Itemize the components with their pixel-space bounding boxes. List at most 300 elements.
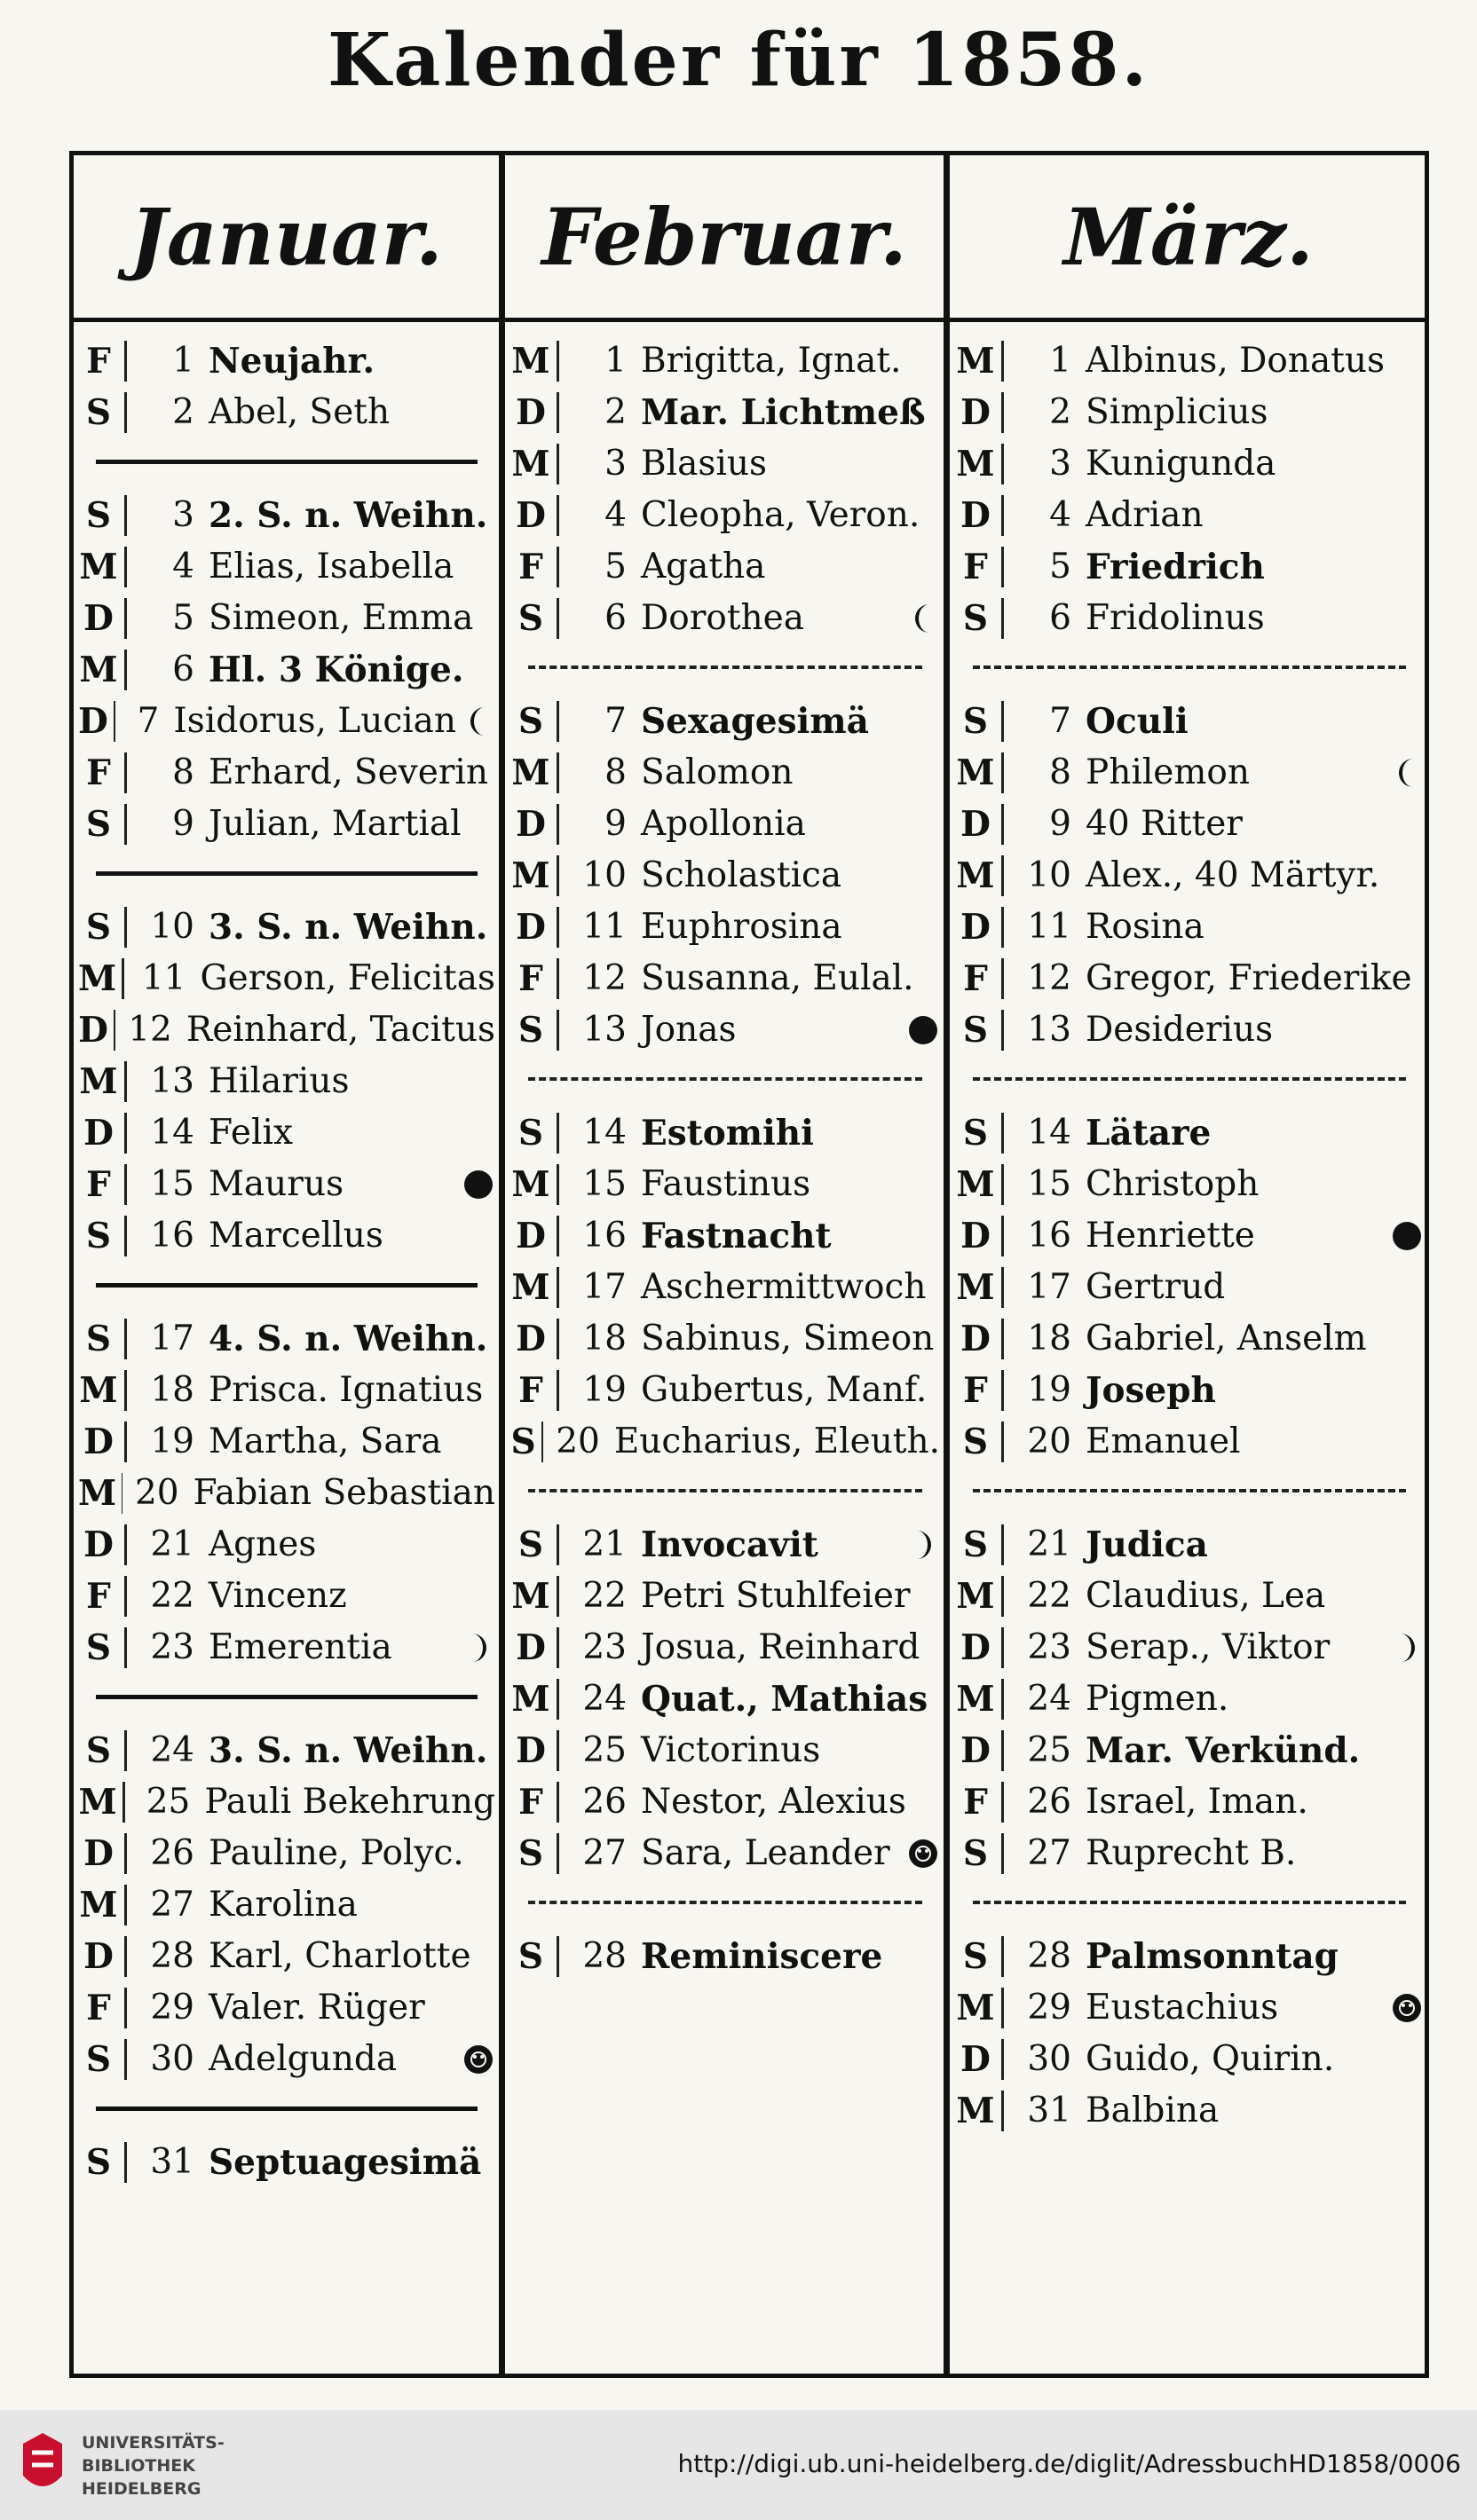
saint-name: Simplicius xyxy=(1086,392,1268,432)
source-url[interactable]: http://digi.ub.uni-heidelberg.de/diglit/AdressbuchHD1858/0006 xyxy=(677,2449,1461,2478)
weekday-divider xyxy=(124,392,127,433)
day-number: 14 xyxy=(150,1113,194,1153)
weekday-divider xyxy=(124,1113,127,1154)
weekday-letter: D xyxy=(516,1627,546,1668)
weekday-divider xyxy=(1001,341,1004,382)
saint-name: Abel, Seth xyxy=(209,392,391,432)
day-number: 26 xyxy=(1027,1782,1071,1822)
weekday-divider xyxy=(1001,907,1004,948)
saint-name: Brigitta, Ignat. xyxy=(641,341,902,381)
saint-name: Adrian xyxy=(1086,495,1204,535)
day-number: 1 xyxy=(604,341,627,381)
saint-name: Karolina xyxy=(209,1885,358,1925)
day-number: 14 xyxy=(1027,1113,1071,1153)
weekday-divider xyxy=(124,907,127,948)
weekday-divider xyxy=(1001,1936,1004,1977)
weekday-divider xyxy=(114,701,115,742)
page-title: Kalender für 1858. xyxy=(327,18,1149,103)
day-number: 11 xyxy=(582,907,627,947)
saint-name: 3. S. n. Weihn. xyxy=(209,907,488,948)
weekday-divider xyxy=(124,1988,127,2028)
day-number: 19 xyxy=(150,1421,194,1461)
weekday-letter: S xyxy=(85,2039,112,2080)
weekday-letter: M xyxy=(79,1370,118,1411)
day-row xyxy=(955,490,1424,541)
weekday-divider xyxy=(124,1164,127,1205)
day-row xyxy=(78,2137,495,2188)
weekday-letter: M xyxy=(511,1576,550,1617)
saint-name: Karl, Charlotte xyxy=(209,1936,471,1976)
weekday-letter: S xyxy=(517,598,544,639)
weekday-letter: M xyxy=(511,855,550,896)
saint-name: Oculi xyxy=(1086,701,1189,742)
weekday-letter: M xyxy=(956,1164,995,1205)
day-number: 23 xyxy=(582,1627,627,1667)
weekday-letter: M xyxy=(956,752,995,793)
saint-name: Elias, Isabella xyxy=(209,547,454,587)
saint-name: Pauline, Polyc. xyxy=(209,1833,464,1873)
day-number: 6 xyxy=(604,598,627,638)
weekday-divider xyxy=(124,752,127,793)
weekday-letter: M xyxy=(511,752,550,793)
day-number: 3 xyxy=(604,444,627,484)
weekday-letter: M xyxy=(511,1267,550,1308)
day-number: 22 xyxy=(582,1576,627,1616)
day-row xyxy=(510,850,940,902)
weekday-divider xyxy=(541,1421,543,1462)
day-row xyxy=(78,1982,495,2034)
weekday-letter: D xyxy=(516,1730,546,1771)
weekday-divider xyxy=(1001,1524,1004,1565)
moon-phase-full-icon xyxy=(462,2043,495,2076)
saint-name: Christoph xyxy=(1086,1164,1260,1204)
saint-name: 2. S. n. Weihn. xyxy=(209,495,488,536)
saint-name: Albinus, Donatus xyxy=(1086,341,1386,381)
day-row xyxy=(78,1931,495,1982)
saint-name: Eucharius, Eleuth. xyxy=(613,1421,940,1461)
weekday-letter: M xyxy=(78,1782,117,1823)
day-number: 5 xyxy=(172,598,194,638)
weekday-divider xyxy=(1001,1216,1004,1256)
weekday-letter: M xyxy=(78,958,117,999)
weekday-letter: D xyxy=(83,1524,114,1565)
day-row xyxy=(510,1828,940,1879)
day-row xyxy=(78,953,495,1004)
day-row xyxy=(510,1673,940,1725)
weekday-letter: D xyxy=(960,1216,991,1256)
day-row xyxy=(955,902,1424,953)
weekday-letter: M xyxy=(79,547,118,587)
day-number: 13 xyxy=(150,1061,194,1101)
saint-name: Susanna, Eulal. xyxy=(641,958,914,998)
weekday-divider xyxy=(1001,2091,1004,2131)
weekday-letter: S xyxy=(85,392,112,433)
day-row xyxy=(510,1262,940,1313)
day-number: 10 xyxy=(150,907,194,947)
day-number: 17 xyxy=(1027,1267,1071,1307)
weekday-letter: S xyxy=(85,1319,112,1359)
saint-name: Fastnacht xyxy=(641,1216,832,1256)
day-row xyxy=(955,1365,1424,1416)
saint-name: Guido, Quirin. xyxy=(1086,2039,1335,2079)
saint-name: Salomon xyxy=(641,752,794,792)
week-separator xyxy=(528,1489,922,1492)
saint-name: Gerson, Felicitas xyxy=(200,958,495,998)
weekday-letter: M xyxy=(956,855,995,896)
day-row xyxy=(955,1004,1424,1056)
weekday-divider xyxy=(1001,855,1004,896)
saint-name: Philemon xyxy=(1086,752,1250,792)
weekday-letter: S xyxy=(517,1524,544,1565)
weekday-divider xyxy=(1001,1370,1004,1411)
day-number: 9 xyxy=(604,804,627,844)
weekday-letter: S xyxy=(517,1113,544,1154)
day-row xyxy=(955,387,1424,438)
weekday-letter: M xyxy=(956,444,995,484)
weekday-letter: F xyxy=(86,1164,111,1205)
day-number: 28 xyxy=(1027,1936,1071,1976)
week-separator xyxy=(96,460,478,464)
footer-bar xyxy=(0,2410,1477,2520)
day-row xyxy=(955,2034,1424,2085)
weekday-letter: D xyxy=(83,598,114,639)
weekday-divider xyxy=(557,958,559,999)
weekday-letter: D xyxy=(516,1319,546,1359)
weekday-letter: M xyxy=(79,1885,118,1925)
day-row xyxy=(78,1416,495,1468)
weekday-divider xyxy=(124,1833,127,1874)
day-row xyxy=(78,1879,495,1931)
week-separator xyxy=(96,871,478,876)
moon-phase-full-icon xyxy=(906,1837,940,1870)
day-row xyxy=(510,1519,940,1571)
weekday-divider xyxy=(1001,1319,1004,1359)
day-row xyxy=(510,335,940,387)
weekday-letter: M xyxy=(511,341,550,382)
weekday-divider xyxy=(124,1370,127,1411)
day-row xyxy=(955,1519,1424,1571)
day-row xyxy=(955,1159,1424,1210)
day-row xyxy=(510,1416,940,1468)
moon-phase-last-icon xyxy=(1390,756,1424,790)
day-number: 21 xyxy=(1027,1524,1071,1564)
day-row xyxy=(955,747,1424,799)
day-row xyxy=(78,1159,495,1210)
weekday-divider xyxy=(1001,495,1004,536)
weekday-letter: D xyxy=(83,1421,114,1462)
day-number: 1 xyxy=(172,341,194,381)
day-number: 18 xyxy=(150,1370,194,1410)
day-row xyxy=(78,1468,495,1519)
day-row xyxy=(78,644,495,696)
weekday-letter: F xyxy=(963,958,988,999)
day-row xyxy=(510,799,940,850)
weekday-letter: M xyxy=(79,650,118,690)
day-row xyxy=(955,541,1424,593)
day-row xyxy=(78,747,495,799)
day-row xyxy=(510,490,940,541)
day-row xyxy=(78,1210,495,1262)
weekday-letter: D xyxy=(960,1627,991,1668)
saint-name: Judica xyxy=(1086,1524,1208,1565)
day-number: 26 xyxy=(150,1833,194,1873)
weekday-letter: S xyxy=(510,1421,536,1462)
day-number: 10 xyxy=(582,855,627,895)
day-row xyxy=(78,1725,495,1776)
weekday-divider xyxy=(122,1782,125,1823)
day-number: 22 xyxy=(150,1576,194,1616)
saint-name: 40 Ritter xyxy=(1086,804,1243,844)
day-number: 15 xyxy=(582,1164,627,1204)
day-number: 21 xyxy=(582,1524,627,1564)
day-row xyxy=(955,593,1424,644)
saint-name: Marcellus xyxy=(209,1216,383,1256)
weekday-divider xyxy=(124,2039,127,2080)
saint-name: 4. S. n. Weihn. xyxy=(209,1319,488,1359)
day-number: 19 xyxy=(1027,1370,1071,1410)
day-row xyxy=(955,1725,1424,1776)
weekday-letter: D xyxy=(960,1730,991,1771)
saint-name: Eustachius xyxy=(1086,1988,1279,2028)
week-separator xyxy=(528,665,922,669)
week-separator xyxy=(96,1283,478,1288)
weekday-letter: D xyxy=(516,907,546,948)
week-separator xyxy=(973,1489,1406,1492)
saint-name: Apollonia xyxy=(641,804,806,844)
weekday-letter: D xyxy=(516,804,546,845)
day-row xyxy=(78,593,495,644)
weekday-letter: S xyxy=(517,1936,544,1977)
day-number: 11 xyxy=(1027,907,1071,947)
weekday-letter: S xyxy=(85,1627,112,1668)
day-number: 7 xyxy=(604,701,627,741)
day-number: 25 xyxy=(146,1782,191,1822)
saint-name: Isidorus, Lucian xyxy=(173,701,456,741)
weekday-letter: M xyxy=(79,1061,118,1102)
day-row xyxy=(78,1107,495,1159)
weekday-letter: D xyxy=(78,701,108,742)
day-number: 24 xyxy=(582,1679,627,1719)
saint-name: Gertrud xyxy=(1086,1267,1226,1307)
saint-name: Valer. Rüger xyxy=(209,1988,425,2028)
month-header-march: März. xyxy=(1063,191,1314,283)
saint-name: Emanuel xyxy=(1086,1421,1241,1461)
weekday-divider xyxy=(114,1010,115,1051)
weekday-letter: M xyxy=(78,1473,117,1514)
day-row xyxy=(78,335,495,387)
saint-name: Adelgunda xyxy=(209,2039,398,2079)
weekday-divider xyxy=(1001,2039,1004,2080)
saint-name: Jonas xyxy=(641,1010,737,1050)
day-number: 13 xyxy=(1027,1010,1071,1050)
day-number: 6 xyxy=(1049,598,1071,638)
weekday-divider xyxy=(557,1730,559,1771)
weekday-letter: D xyxy=(516,1216,546,1256)
weekday-divider xyxy=(1001,1576,1004,1617)
saint-name: Kunigunda xyxy=(1086,444,1276,484)
weekday-divider xyxy=(1001,1782,1004,1823)
weekday-divider xyxy=(1001,1113,1004,1154)
weekday-divider xyxy=(1001,392,1004,433)
saint-name: Gubertus, Manf. xyxy=(641,1370,928,1410)
saint-name: Neujahr. xyxy=(209,341,375,382)
weekday-letter: F xyxy=(518,1782,543,1823)
weekday-divider xyxy=(1001,1164,1004,1205)
day-row xyxy=(955,1262,1424,1313)
weekday-letter: S xyxy=(962,1421,989,1462)
day-row xyxy=(78,902,495,953)
weekday-letter: F xyxy=(86,341,111,382)
weekday-letter: S xyxy=(962,1524,989,1565)
week-separator xyxy=(973,665,1406,669)
moon-phase-last-icon xyxy=(906,602,940,635)
weekday-divider xyxy=(124,598,127,639)
saint-name: Erhard, Severin xyxy=(209,752,489,792)
weekday-divider xyxy=(124,1061,127,1102)
weekday-divider xyxy=(557,1833,559,1874)
saint-name: Lätare xyxy=(1086,1113,1212,1154)
weekday-divider xyxy=(1001,1730,1004,1771)
day-row xyxy=(955,438,1424,490)
saint-name: Septuagesimä xyxy=(209,2142,482,2183)
saint-name: Hl. 3 Könige. xyxy=(209,650,464,690)
header-rule xyxy=(950,318,1427,322)
day-row xyxy=(510,696,940,747)
weekday-letter: S xyxy=(962,1113,989,1154)
weekday-divider xyxy=(557,495,559,536)
weekday-divider xyxy=(557,1782,559,1823)
saint-name: Rosina xyxy=(1086,907,1205,947)
moon-phase-new-icon xyxy=(462,1168,495,1201)
day-number: 12 xyxy=(582,958,627,998)
saint-name: Gregor, Friederike xyxy=(1086,958,1412,998)
weekday-divider xyxy=(124,1421,127,1462)
weekday-letter: F xyxy=(518,958,543,999)
column-divider xyxy=(499,153,505,2375)
day-number: 25 xyxy=(1027,1730,1071,1770)
weekday-divider xyxy=(1001,1679,1004,1720)
saint-name: Vincenz xyxy=(209,1576,347,1616)
day-row xyxy=(510,438,940,490)
day-number: 27 xyxy=(1027,1833,1071,1873)
weekday-letter: D xyxy=(83,1833,114,1874)
saint-name: Mar. Verkünd. xyxy=(1086,1730,1361,1771)
weekday-divider xyxy=(124,650,127,690)
saint-name: Euphrosina xyxy=(641,907,842,947)
day-number: 8 xyxy=(172,752,194,792)
weekday-divider xyxy=(1001,547,1004,587)
saint-name: Hilarius xyxy=(209,1061,350,1101)
saint-name: 3. S. n. Weihn. xyxy=(209,1730,488,1771)
day-number: 5 xyxy=(1049,547,1071,587)
day-number: 7 xyxy=(137,701,160,741)
week-separator xyxy=(528,1901,922,1904)
saint-name: Emerentia xyxy=(209,1627,392,1667)
day-number: 17 xyxy=(150,1319,194,1358)
weekday-letter: S xyxy=(962,1936,989,1977)
day-row xyxy=(510,1004,940,1056)
weekday-divider xyxy=(557,1216,559,1256)
saint-name: Blasius xyxy=(641,444,768,484)
weekday-letter: S xyxy=(962,1833,989,1874)
day-number: 30 xyxy=(150,2039,194,2079)
weekday-letter: D xyxy=(83,1936,114,1977)
weekday-letter: F xyxy=(86,1988,111,2028)
weekday-letter: M xyxy=(511,444,550,484)
weekday-divider xyxy=(124,1216,127,1256)
weekday-letter: S xyxy=(962,701,989,742)
day-number: 27 xyxy=(150,1885,194,1925)
weekday-divider xyxy=(124,804,127,845)
day-number: 10 xyxy=(1027,855,1071,895)
saint-name: Israel, Iman. xyxy=(1086,1782,1308,1822)
day-row xyxy=(78,1056,495,1107)
day-row xyxy=(78,490,495,541)
saint-name: Petri Stuhlfeier xyxy=(641,1576,911,1616)
weekday-letter: M xyxy=(511,1679,550,1720)
day-row xyxy=(78,799,495,850)
day-row xyxy=(510,747,940,799)
saint-name: Mar. Lichtmeß xyxy=(641,392,926,433)
day-row xyxy=(78,2034,495,2085)
weekday-letter: S xyxy=(85,495,112,536)
day-row xyxy=(510,953,940,1004)
weekday-divider xyxy=(557,1936,559,1977)
day-row xyxy=(955,1416,1424,1468)
day-number: 23 xyxy=(150,1627,194,1667)
day-row xyxy=(510,387,940,438)
day-number: 11 xyxy=(141,958,186,998)
saint-name: Sexagesimä xyxy=(641,701,869,742)
weekday-divider xyxy=(1001,1010,1004,1051)
day-row xyxy=(955,850,1424,902)
saint-name: Gabriel, Anselm xyxy=(1086,1319,1367,1358)
day-row xyxy=(955,335,1424,387)
weekday-letter: D xyxy=(960,907,991,948)
day-row xyxy=(955,696,1424,747)
weekday-letter: D xyxy=(960,804,991,845)
day-row xyxy=(78,1776,495,1828)
saint-name: Henriette xyxy=(1086,1216,1255,1256)
day-row xyxy=(955,1622,1424,1673)
saint-name: Prisca. Ignatius xyxy=(209,1370,484,1410)
day-number: 24 xyxy=(150,1730,194,1770)
day-row xyxy=(78,1622,495,1673)
day-number: 28 xyxy=(582,1936,627,1976)
moon-phase-first-icon xyxy=(906,1528,940,1562)
day-number: 22 xyxy=(1027,1576,1071,1616)
weekday-letter: S xyxy=(85,804,112,845)
weekday-divider xyxy=(557,392,559,433)
weekday-divider xyxy=(1001,1988,1004,2028)
day-number: 9 xyxy=(1049,804,1071,844)
weekday-divider xyxy=(557,1010,559,1051)
day-number: 20 xyxy=(134,1473,179,1513)
moon-phase-last-icon xyxy=(462,705,495,738)
weekday-divider xyxy=(1001,598,1004,639)
library-name: UNIVERSITÄTS- BIBLIOTHEK HEIDELBERG xyxy=(82,2433,225,2499)
month-header-january: Januar. xyxy=(130,191,443,283)
saint-name: Martha, Sara xyxy=(209,1421,442,1461)
weekday-divider xyxy=(557,1267,559,1308)
week-separator xyxy=(973,1901,1406,1904)
saint-name: Invocavit xyxy=(641,1524,818,1565)
library-logo xyxy=(14,2426,71,2504)
week-separator xyxy=(973,1077,1406,1081)
weekday-divider xyxy=(557,907,559,948)
weekday-divider xyxy=(557,1576,559,1617)
saint-name: Joseph xyxy=(1086,1370,1216,1411)
